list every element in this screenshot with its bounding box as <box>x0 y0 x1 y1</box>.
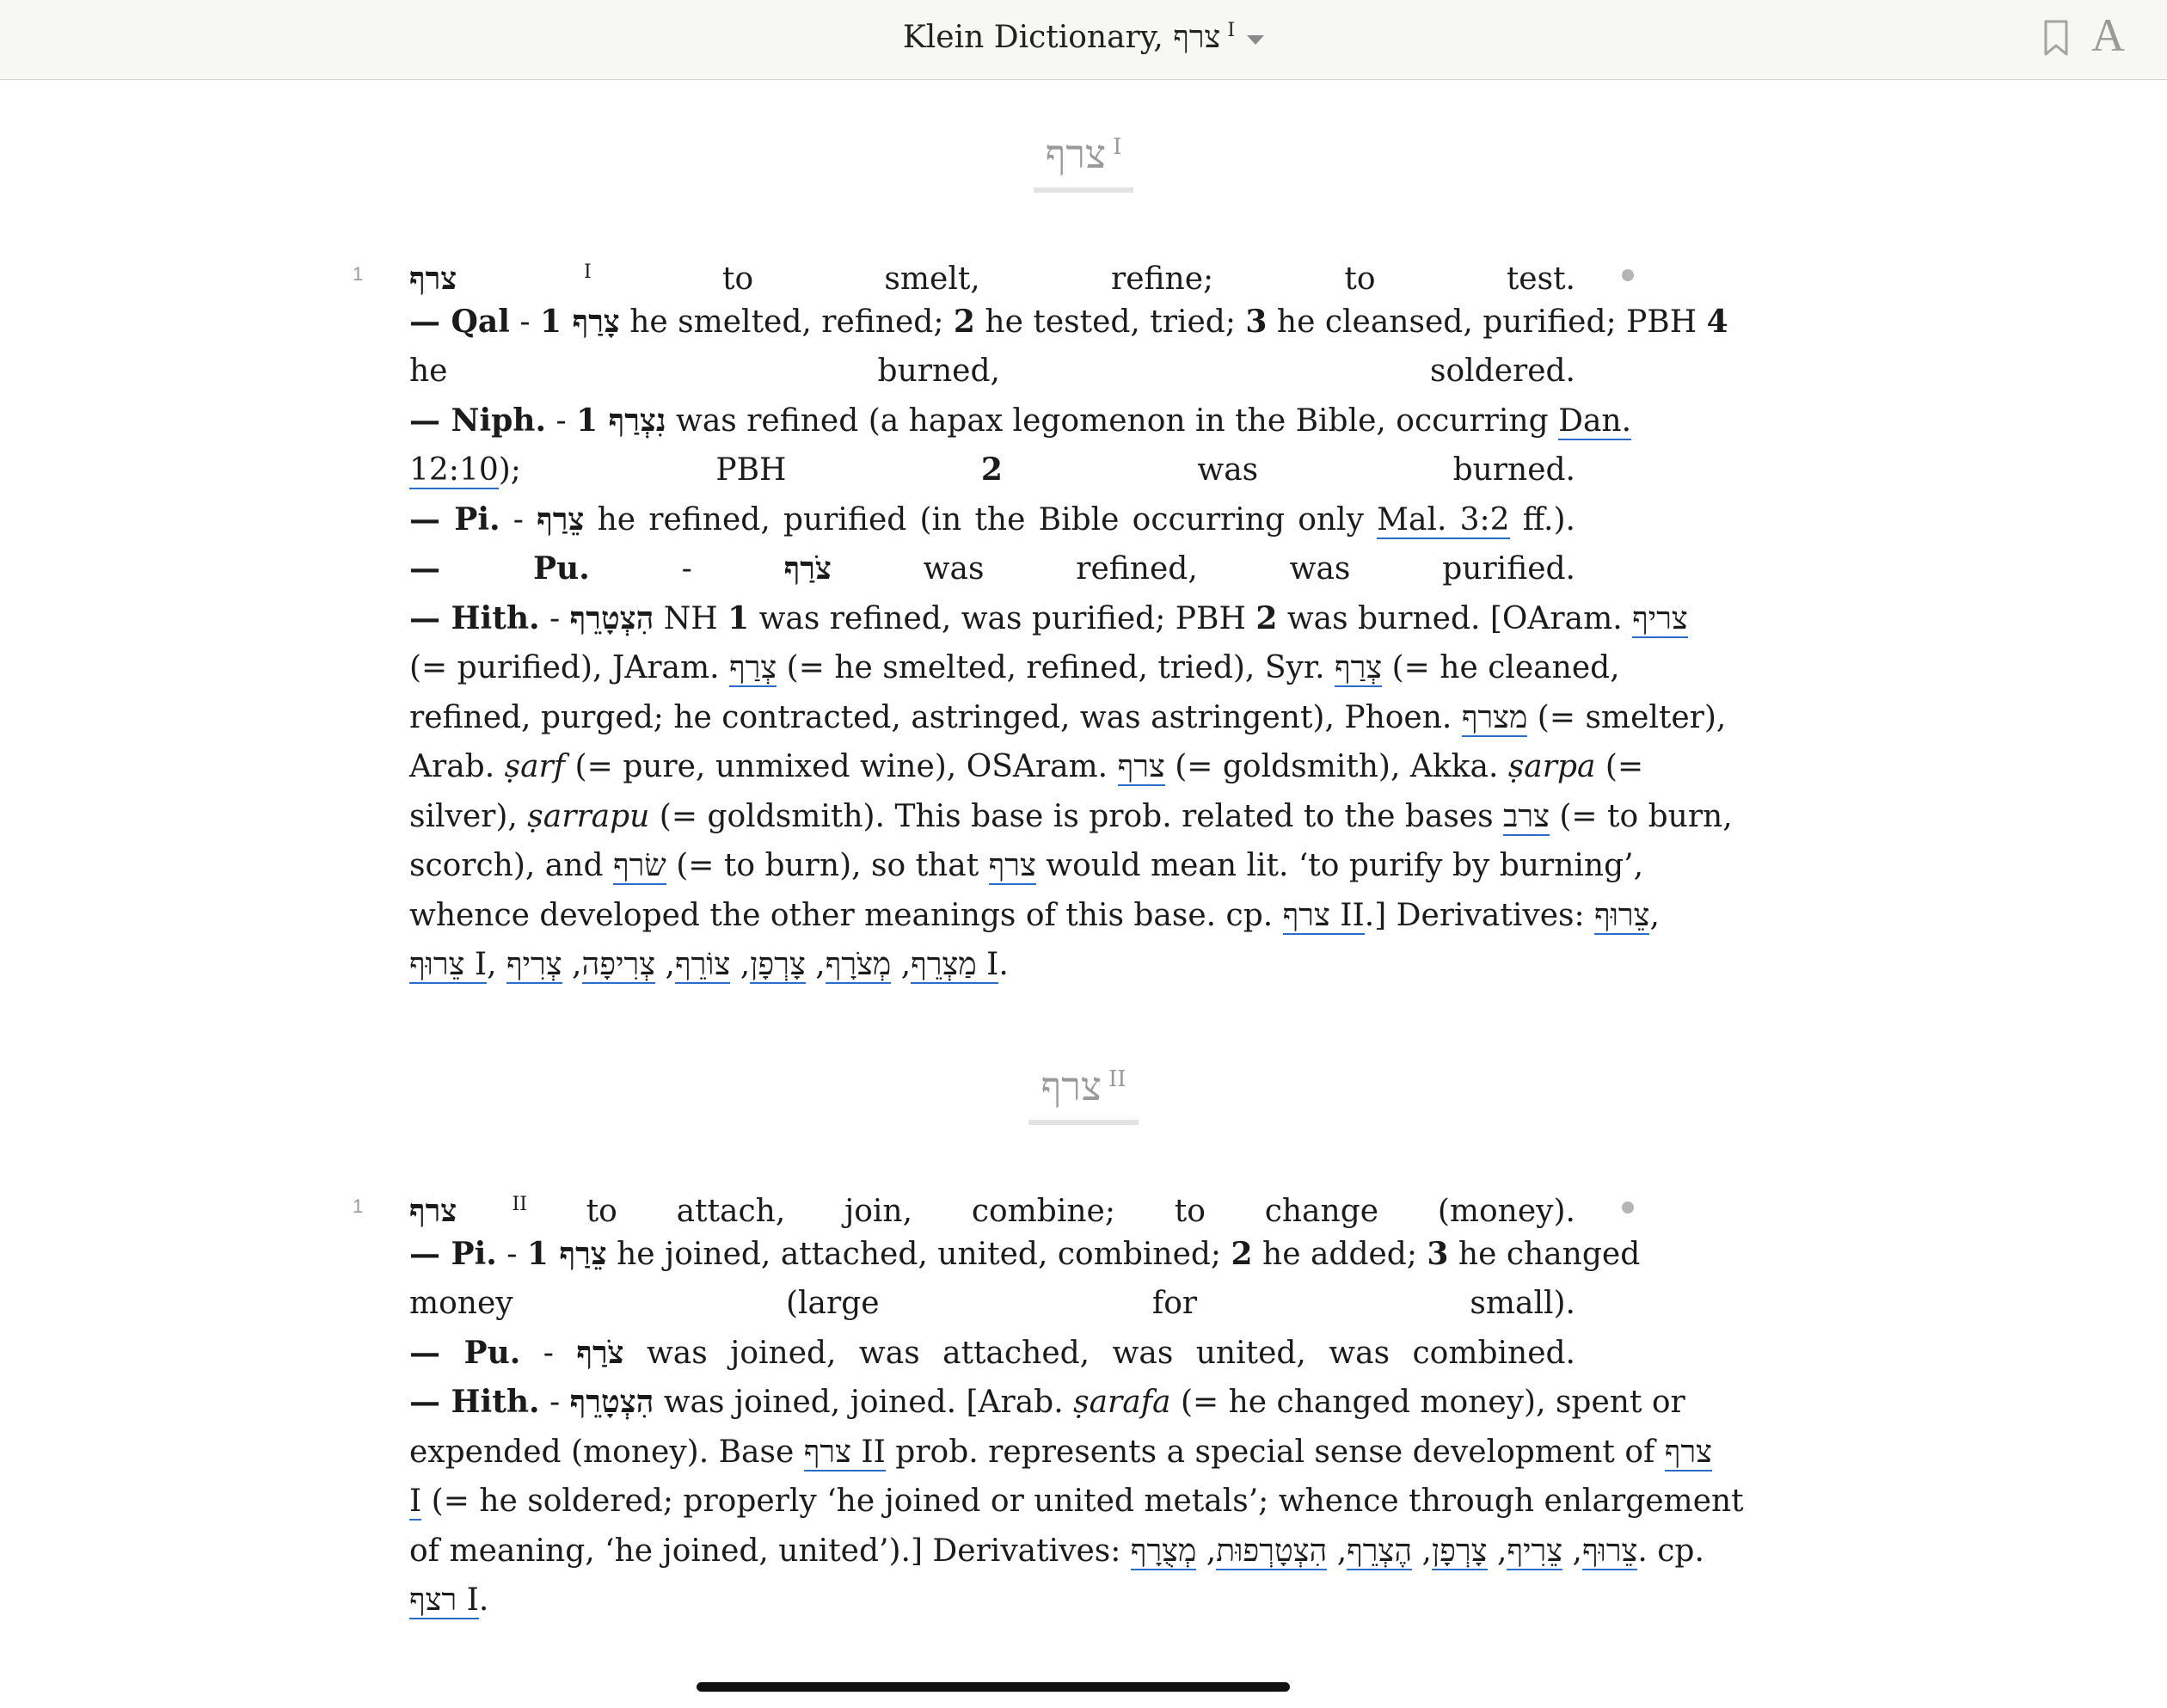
bold-term: 1 צֵרַף <box>526 1235 607 1272</box>
text-run: (= goldsmith), Akka. <box>1164 749 1508 784</box>
cross-reference-link[interactable]: 12:10 <box>409 452 499 488</box>
entry-heading-word: צרף <box>1045 131 1107 177</box>
bold-term: הִצְטָרֵף <box>569 599 654 636</box>
cross-reference-link[interactable]: הִצְטָרְפוּת <box>1216 1533 1328 1569</box>
cross-reference-link[interactable]: I <box>409 1484 422 1519</box>
bold-term: 4 <box>1706 303 1728 340</box>
entry-text-line <box>409 544 1575 594</box>
text-run: he cleansed, purified; PBH <box>1267 304 1707 340</box>
text-run: - <box>496 1236 527 1272</box>
entry-text-line <box>409 1428 1712 1478</box>
entry-heading-superscript: II <box>1108 1066 1126 1092</box>
text-run: he changed <box>1448 1236 1641 1272</box>
paragraph-marker-icon[interactable] <box>1622 1201 1634 1213</box>
text-run: he burned, soldered. <box>409 353 1575 389</box>
bold-term: הִצְטָרֵף <box>569 1384 654 1420</box>
text-run: .] Derivatives: <box>1364 897 1595 933</box>
text-run: NH <box>654 600 728 636</box>
cross-reference-link[interactable]: צרף <box>988 848 1036 883</box>
text-run: he refined, purified (in the Bible occurring only <box>584 501 1378 538</box>
text-run: (= pure, unmixed wine), OSAram. <box>565 749 1118 784</box>
cross-reference-link[interactable]: צרף <box>1117 749 1165 784</box>
text-run: would mean lit. ‘to purify by burning’, <box>1035 848 1644 883</box>
entry-text-line <box>409 1329 1575 1379</box>
text-run: - <box>509 304 540 340</box>
text-run: . <box>478 1582 489 1618</box>
bookmark-icon[interactable] <box>2041 19 2071 57</box>
title-text: Klein Dictionary, צרף <box>902 20 1221 55</box>
entry-heading-word: צרף <box>1041 1063 1102 1109</box>
entry-text-line <box>409 1230 1641 1280</box>
bold-term: — Hith. <box>409 599 540 636</box>
entry-heading <box>0 131 2167 193</box>
entry-text-line <box>409 495 1575 545</box>
bold-term: — Hith. <box>409 1384 540 1420</box>
cross-reference-link[interactable]: מצרף <box>1461 699 1528 735</box>
text-run: he added; <box>1252 1236 1427 1272</box>
chevron-down-icon[interactable] <box>1247 35 1264 45</box>
entry-heading-underline <box>1028 1063 1138 1125</box>
entry-text-line <box>409 940 1575 990</box>
text-run: (= purified), JAram. <box>409 650 730 685</box>
text-run: silver), <box>409 798 528 834</box>
entry-text-line <box>409 298 1728 347</box>
text-run: refined, purged; he contracted, astringed, was astringent), Phoen. <box>409 699 1462 735</box>
text-run: , <box>891 947 912 982</box>
entry-text-line <box>409 1378 1685 1428</box>
home-indicator[interactable] <box>697 1682 1290 1692</box>
text-run: was joined, joined. [Arab. <box>654 1385 1074 1420</box>
bold-term: — Pu. <box>409 550 590 587</box>
text-run: he joined, attached, united, combined; <box>606 1236 1231 1272</box>
cross-reference-link[interactable]: צְרִיפָה <box>581 947 656 982</box>
text-run: , <box>1487 1533 1507 1569</box>
entry-text-line <box>409 792 1733 842</box>
text-run: (= to burn, <box>1549 798 1733 834</box>
entry-heading-superscript: I <box>1113 133 1122 160</box>
entry-heading-underline <box>1034 131 1134 193</box>
homonym-superscript: II <box>457 1194 527 1215</box>
cross-reference-link[interactable]: מְצֹרָף <box>825 947 892 982</box>
text-run: (= to burn), so that <box>666 848 989 883</box>
cross-reference-link[interactable]: צֵרִיף <box>1507 1533 1563 1569</box>
text-run: (= he smelted, refined, tried), Syr. <box>777 650 1335 685</box>
bold-term: צֵרַף <box>537 501 585 538</box>
text-run: - <box>539 1385 570 1420</box>
entry-text-line <box>409 1279 1575 1329</box>
cross-reference-link[interactable]: Mal. 3:2 <box>1377 501 1510 538</box>
cross-reference-link[interactable]: צְרִיף I <box>506 947 999 982</box>
homonym-superscript: I <box>457 261 592 283</box>
text-run: , <box>1412 1533 1432 1569</box>
entry-body <box>353 1180 1744 1625</box>
entry-text-line <box>409 1477 1744 1527</box>
bold-term: 3 <box>1245 303 1268 340</box>
cross-reference-link[interactable]: צְרַף <box>729 650 777 685</box>
entry-text-line <box>409 396 1632 446</box>
entry-text-line <box>409 891 1660 941</box>
text-run: (= he cleaned, <box>1382 650 1620 685</box>
text-run: was refined (a hapax legomenon in the Bible, occurring <box>666 402 1559 439</box>
cross-reference-link[interactable]: צָרְפָן <box>1431 1533 1488 1569</box>
paragraph-marker-icon[interactable] <box>1622 269 1634 281</box>
bold-term: 1 <box>727 599 750 636</box>
title-superscript: I <box>1227 20 1236 41</box>
text-run: prob. represents a special sense development of <box>885 1434 1665 1470</box>
text-run: whence developed the other meanings of this base. cp. <box>409 897 1283 933</box>
text-run: , <box>1649 897 1660 933</box>
text-run: - <box>520 1335 577 1371</box>
italic-term: ṣarafa <box>1073 1385 1171 1420</box>
text-run: , <box>487 947 506 982</box>
font-size-button[interactable]: A <box>2091 9 2125 61</box>
cross-reference-link[interactable]: מְצֻרָף <box>1130 1533 1197 1569</box>
text-run: was refined, was purified; PBH <box>749 600 1256 636</box>
bold-term: צֹרַף <box>783 550 832 587</box>
bold-term: 1 צָרַף <box>539 303 620 340</box>
paragraph-number: 1 <box>353 1195 364 1217</box>
entry-text-line <box>409 1527 1704 1576</box>
top-bar <box>0 0 2167 80</box>
text-run: he tested, tried; <box>974 304 1246 340</box>
cross-reference-link[interactable]: רצף I <box>409 1582 479 1618</box>
cross-reference-link[interactable]: Dan. <box>1558 402 1632 439</box>
bold-term: — Pi. <box>409 1235 497 1272</box>
cross-reference-link[interactable]: צרף II <box>1282 897 1365 933</box>
text-run: was burned. [OAram. <box>1277 600 1633 636</box>
text-run: money (large for small). <box>409 1286 1575 1321</box>
italic-term: ṣarpa <box>1507 749 1596 784</box>
paragraph-number: 1 <box>353 263 364 285</box>
text-run: (= smelter), <box>1527 699 1727 735</box>
dictionary-title[interactable] <box>0 19 2167 55</box>
bold-term: — Qal <box>409 303 510 340</box>
text-run: ); PBH <box>498 452 981 488</box>
cross-reference-link[interactable]: צֵרוּף I <box>409 947 488 982</box>
text-run: . cp. <box>1637 1533 1704 1569</box>
text-run: (= he soldered; properly ‘he joined or united metals’; whence through enlargement <box>421 1484 1744 1519</box>
bold-term: — Pi. <box>409 501 500 538</box>
cross-reference-link[interactable]: צֵרוּף <box>1594 897 1650 933</box>
bold-term: 2 <box>953 303 975 340</box>
text-run: Arab. <box>409 749 505 784</box>
text-run: , <box>730 947 751 982</box>
text-run: (= goldsmith). This base is prob. related to the bases <box>649 798 1504 834</box>
bold-term: 2 <box>980 452 1003 488</box>
bold-term: 2 <box>1231 1235 1253 1272</box>
entry-text-line <box>409 347 1575 396</box>
entry-text-line <box>409 841 1644 891</box>
text-run: was joined, was attached, was united, was combined. <box>623 1335 1575 1371</box>
italic-term: ṣarrapu <box>527 798 650 834</box>
cross-reference-link[interactable]: צְרַף <box>1334 650 1383 685</box>
bold-term: 2 <box>1255 599 1278 636</box>
text-run: , <box>1327 1533 1347 1569</box>
text-run: , <box>805 947 826 982</box>
text-run: . <box>998 947 1009 982</box>
bold-term: צֹרַף <box>576 1334 624 1371</box>
entry-body <box>353 248 1733 990</box>
cross-reference-link[interactable]: צֵרוּף <box>1581 1533 1638 1569</box>
entry-text-line <box>409 1180 1575 1230</box>
cross-reference-link[interactable]: צרף II <box>803 1434 886 1470</box>
text-run: , <box>1196 1533 1217 1569</box>
text-run: ff.). <box>1509 501 1575 538</box>
cross-reference-link[interactable]: מַצְרֵף <box>911 947 977 982</box>
cross-reference-link[interactable]: הֶצְרֵף <box>1347 1533 1413 1569</box>
text-run: expended (money). Base <box>409 1434 804 1470</box>
entry-text-line <box>409 594 1688 644</box>
cross-reference-link[interactable]: צרב <box>1503 798 1550 834</box>
text-run: , <box>655 947 675 982</box>
bold-term: 1 נִצְרַף <box>576 402 666 439</box>
entry-text-line <box>409 248 1575 298</box>
text-run: - <box>589 551 784 587</box>
text-run: (= <box>1595 749 1644 784</box>
text-run: to smelt, refine; to test. <box>591 261 1575 297</box>
text-run: scorch), and <box>409 848 613 883</box>
text-run: of meaning, ‘he joined, united’).] Derivatives: <box>409 1533 1131 1569</box>
text-run: to attach, join, combine; to change (money). <box>526 1194 1575 1229</box>
bold-term: — Niph. <box>409 402 546 439</box>
text-run: (= he changed money), spent or <box>1170 1385 1685 1420</box>
cross-reference-link[interactable]: צרף <box>1664 1434 1712 1470</box>
cross-reference-link[interactable]: שׂרף <box>612 848 666 883</box>
text-run: was burned. <box>1002 452 1575 488</box>
cross-reference-link[interactable]: צָרְפָן <box>750 947 806 982</box>
text-run: , <box>1562 1533 1582 1569</box>
entry-text-line <box>409 445 1575 495</box>
bold-term: 3 <box>1427 1235 1449 1272</box>
text-run: was refined, was purified. <box>831 551 1575 587</box>
text-run: - <box>500 501 537 538</box>
cross-reference-link[interactable]: צריף <box>1632 600 1688 636</box>
bold-term: — Pu. <box>409 1334 521 1371</box>
text-run: , <box>562 947 582 982</box>
cross-reference-link[interactable]: צוֹרֵף <box>674 947 731 982</box>
entry-text-line <box>409 742 1644 792</box>
text-run: he smelted, refined; <box>619 304 954 340</box>
entry-text-line <box>409 693 1727 743</box>
text-run: - <box>546 402 577 439</box>
text-run: - <box>539 600 570 636</box>
entry-text-line <box>409 1576 1575 1625</box>
bold-term: צרף <box>409 261 457 297</box>
bold-term: צרף <box>409 1193 457 1229</box>
italic-term: ṣarf <box>504 749 566 784</box>
entry-heading <box>0 1063 2167 1125</box>
entry-text-line <box>409 643 1620 693</box>
